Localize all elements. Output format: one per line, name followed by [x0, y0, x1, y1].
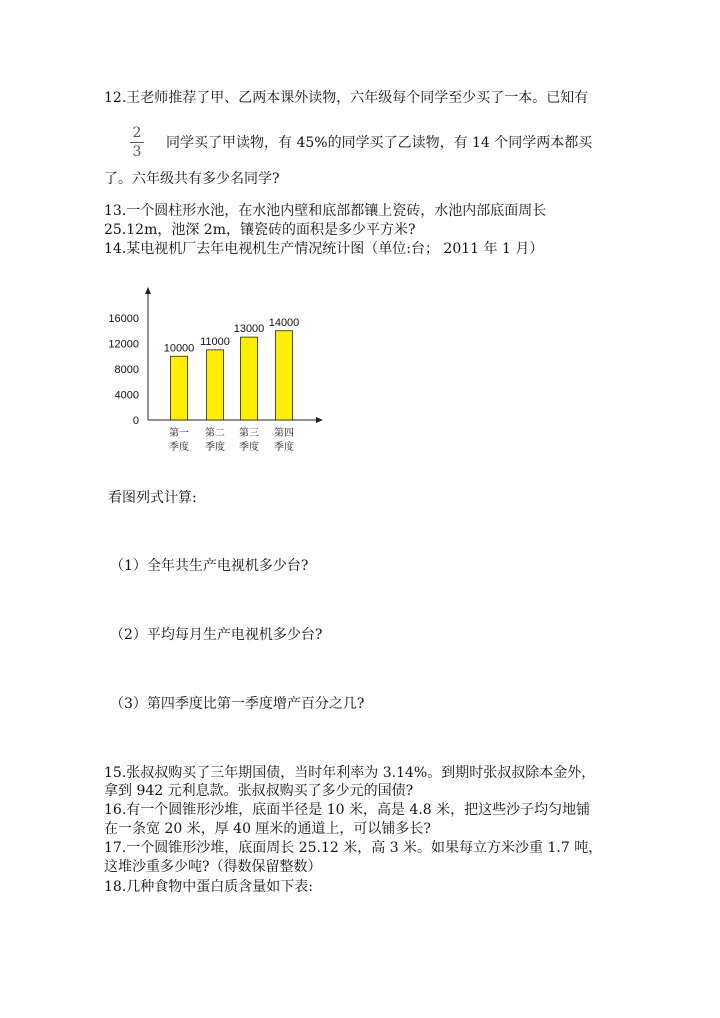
chart-bars — [164, 317, 300, 453]
fraction-bar — [130, 142, 144, 143]
x-tick-label: 季度 — [274, 442, 294, 453]
y-axis-arrow — [145, 287, 151, 294]
fraction-two-thirds — [130, 125, 144, 160]
q17-line1: 17.一个圆锥形沙堆，底面周长 25.12 米，高 3 米。如果每立方米沙重 1.7 吨， — [104, 840, 603, 856]
x-tick-label: 季度 — [205, 442, 225, 453]
x-tick-label: 季度 — [239, 442, 259, 453]
y-tick-label: 16000 — [108, 313, 139, 325]
q14-sub1: （1）全年共生产电视机多少台? — [110, 558, 309, 574]
q16-line2: 在一条宽 20 米，厚 40 厘米的通道上，可以铺多长? — [104, 821, 431, 837]
chart-ticks — [108, 313, 139, 427]
q13-line2: 25.12m，池深 2m，镶瓷砖的面积是多少平方米? — [104, 222, 416, 238]
fraction-denominator: 3 — [132, 144, 142, 160]
q14-instruction: 看图列式计算: — [108, 490, 197, 506]
x-tick-label: 第一 — [169, 428, 189, 439]
q13-line1: 13.一个圆柱形水池，在水池内壁和底部都镶上瓷砖，水池内部底面周长 — [104, 203, 547, 219]
q14-sub3: （3）第四季度比第一季度增产百分之几? — [110, 696, 365, 712]
bar — [171, 356, 188, 420]
q15-line1: 15.张叔叔购买了三年期国债，当时年利率为 3.14%。到期时张叔叔除本金外， — [104, 765, 596, 781]
bar — [276, 331, 293, 420]
y-tick-label: 8000 — [114, 364, 139, 376]
bar-value-label: 14000 — [268, 316, 300, 329]
bar-value-label: 13000 — [233, 323, 265, 336]
bar — [207, 350, 224, 420]
x-tick-label: 季度 — [169, 442, 189, 453]
q12-line3: 了。六年级共有多少名同学? — [104, 171, 280, 187]
q17-line2: 这堆沙重多少吨?（得数保留整数） — [104, 859, 322, 875]
q14-sub2: （2）平均每月生产电视机多少台? — [110, 627, 323, 643]
x-tick-label: 第三 — [239, 428, 259, 439]
q15-line2: 拿到 942 元利息款。张叔叔购买了多少元的国债? — [104, 783, 414, 799]
q14-line1: 14.某电视机厂去年电视机生产情况统计图（单位:台； 2011 年 1 月） — [104, 241, 544, 257]
q12-line1: 12.王老师推荐了甲、乙两本课外读物，六年级每个同学至少买了一本。已知有 — [104, 90, 589, 106]
y-tick-label: 12000 — [108, 338, 139, 351]
x-tick-label: 第四 — [274, 428, 294, 439]
y-tick-label: 0 — [132, 415, 139, 427]
fraction-numerator: 2 — [132, 125, 142, 141]
x-tick-label: 第二 — [205, 428, 225, 439]
bar-value-label: 10000 — [163, 342, 195, 355]
bar-value-label: 11000 — [200, 335, 230, 348]
x-axis-arrow — [316, 417, 323, 423]
y-tick-label: 4000 — [114, 389, 139, 402]
q18-line1: 18.几种食物中蛋白质含量如下表: — [104, 879, 313, 895]
q12-line2: 同学买了甲读物，有 45%的同学买了乙读物，有 14 个同学两本都买 — [166, 135, 593, 151]
bar — [241, 337, 258, 420]
bar-chart — [100, 280, 340, 460]
q16-line1: 16.有一个圆锥形沙堆，底面半径是 10 米，高是 4.8 米，把这些沙子均匀地铺 — [104, 802, 591, 818]
